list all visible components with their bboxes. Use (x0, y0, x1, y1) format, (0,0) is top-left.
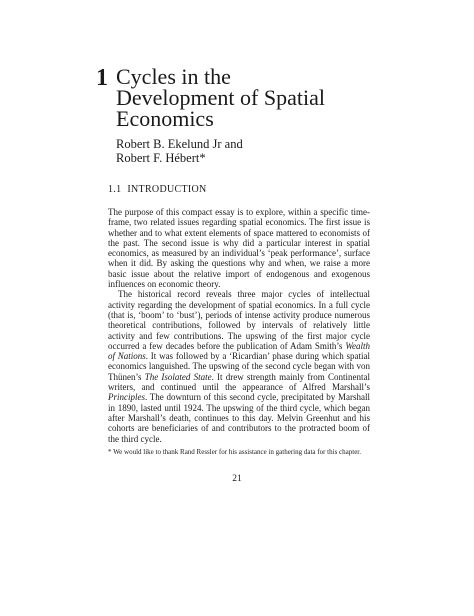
paragraph-text: . The downturn of this second cycle, precipitated by Marshall in 1890, lasted until 1924. The upswing of the third cycle, which began after Marshall’s death, continues to this day. Melvin Greenhut and his cohorts are beneficiaries of and contributors to the protracted boom of the third cycle. (108, 392, 370, 444)
paragraph-text: The historical record reveals three major cycles of intellectual activity regarding the development of spatial economics. In a full cycle (that is, ‘boom’ to ‘bust’), periods of intense activity produce numerous theoretical contributions, followed by intervals of relatively little activity and few contributions. The upswing of the first major cycle occurred a few decades before the publication of Adam Smith’s (108, 289, 370, 351)
italic-title: Principles (108, 392, 145, 403)
chapter-number: 1 (96, 65, 108, 91)
section-title: INTRODUCTION (127, 184, 207, 195)
paragraph-text: . It drew strength mainly from Continental writers, and continued until the appearance of Alfred Marshall’s (108, 371, 371, 393)
body-text (108, 207, 370, 444)
paragraph-text: The purpose of this compact essay is to explore, within a specific time-frame, two related issues regarding spatial economics. The first issue is whether and to what extent elements of space mattered to economists of the past. The second issue is why did a particular interest in spatial economics, as measured by an individual’s ‘peak performance’, surface when it did. By asking the questions why and when, we raise a more basic issue about the relative import of endogenous and exogenous influences on economic theory. (108, 207, 370, 290)
chapter-title-line: Economics (116, 106, 214, 131)
chapter-title-line: Cycles in the (116, 64, 231, 89)
author-line: Robert F. Hébert* (116, 151, 206, 165)
footnote: * We would like to thank Rand Ressler for his assistance in gathering data for this chapter. (108, 448, 361, 456)
page-number: 21 (232, 474, 242, 484)
italic-title: Wealth of Nations (108, 340, 370, 362)
chapter-authors (116, 137, 243, 165)
paragraph-text: . It was followed by a ‘Ricardian’ phase during which spatial economics languished. The upswing of the second cycle began with von Thünen’s (108, 351, 370, 382)
body-paragraph (108, 289, 370, 443)
body-paragraph (108, 207, 370, 289)
italic-title: The Isolated State (144, 371, 212, 382)
author-line: Robert B. Ekelund Jr and (116, 137, 243, 151)
section-heading (108, 184, 207, 195)
chapter-title-line: Development of Spatial (116, 85, 325, 110)
section-number: 1.1 (108, 184, 122, 195)
chapter-title (116, 66, 386, 129)
